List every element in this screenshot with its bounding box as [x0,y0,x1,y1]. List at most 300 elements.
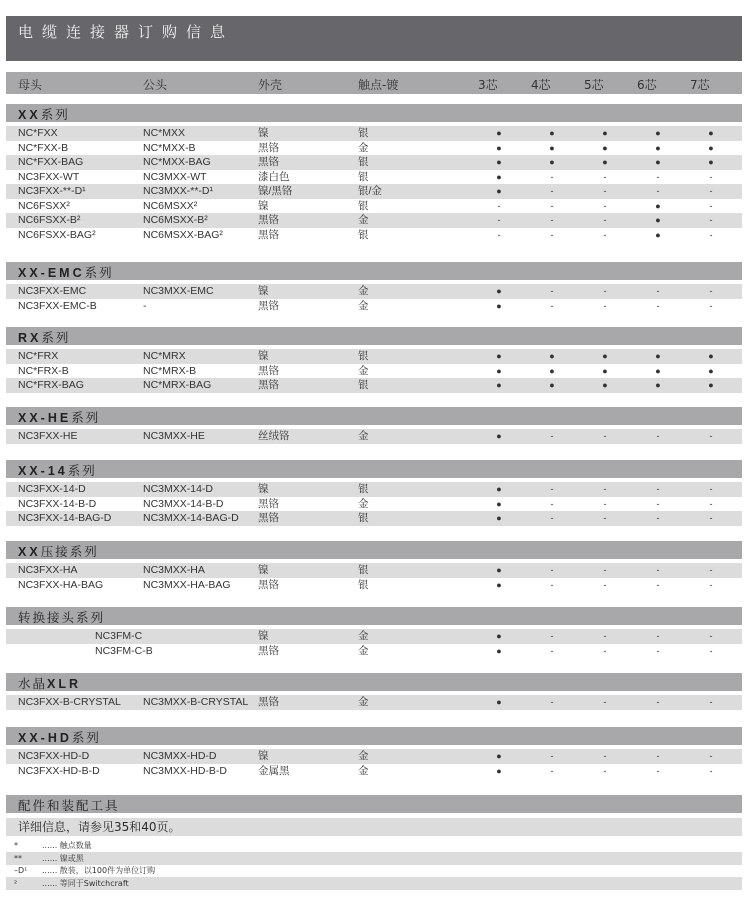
footnote-key: –D¹ [14,866,28,875]
footnote-text: ...... 触点数量 [42,841,92,850]
core-availability-mark: ● [708,128,714,138]
footnote-text: ...... 散装，以100件为单位订购 [42,866,156,875]
female-model: NC*FRX-BAG [18,379,84,391]
core-availability-mark: ● [496,751,502,761]
core-availability-mark: ● [549,142,555,153]
core-availability-mark: - [603,300,607,311]
section-title-code: XLR [47,677,82,691]
core-availability-mark: ● [496,431,502,441]
female-model: NC3FXX-HD-B-D [18,764,100,777]
shell-finish: 黑铬 [258,512,279,524]
header-core-3: 3芯 [478,78,498,92]
contact-plating: 金 [358,696,369,708]
core-availability-mark: - [709,300,713,311]
core-availability-mark: ● [496,142,502,153]
contact-plating: 金 [358,644,369,657]
core-availability-mark: - [709,565,713,575]
section-title-prefix: 水晶 [18,676,48,691]
male-model: NC*MXX-BAG [143,156,211,168]
core-availability-mark: ● [496,765,502,776]
core-availability-mark: ● [708,380,714,390]
male-model: NC3MXX-HA-BAG [143,578,231,591]
male-model: NC3MXX-HE [143,430,205,442]
table-row [6,126,742,141]
shell-finish: 黑铬 [258,364,279,377]
core-availability-mark: ● [602,380,608,390]
footnote-text: ...... 镍或黑 [42,853,84,863]
core-availability-mark: - [603,215,607,225]
core-availability-mark: - [550,765,554,776]
core-availability-mark: - [709,186,713,196]
section-title-suffix: 系列 [41,330,71,345]
section-header [6,607,742,625]
section-title-suffix: 系列 [67,463,97,478]
section-title-suffix: 系列 [40,107,70,122]
table-row [6,299,742,314]
female-model: NC6FSXX-B² [18,214,81,226]
section-title [18,263,114,281]
core-availability-mark: - [550,697,554,707]
table-row [6,155,742,170]
core-availability-mark: - [550,751,554,761]
male-model: NC3MXX-14-D [143,483,214,495]
footnote-key: * [14,841,18,850]
core-availability-mark: - [709,484,713,494]
core-availability-mark: - [709,229,713,240]
core-availability-mark: - [497,215,501,225]
core-availability-mark: - [603,751,607,761]
contact-plating: 金 [358,141,369,154]
core-availability-mark: ● [549,157,555,167]
contact-plating: 金 [358,750,369,762]
female-model: NC3FXX-EMC-B [18,299,97,312]
core-availability-mark: - [656,697,660,707]
male-model: NC3MXX-**-D¹ [143,185,214,197]
core-availability-mark: ● [655,200,661,211]
section-title [18,461,97,479]
male-model: NC6MSXX² [143,199,198,212]
core-availability-mark: - [656,631,660,641]
section-title [18,796,120,814]
core-availability-mark: ● [496,565,502,575]
shell-finish: 丝绒铬 [258,430,290,442]
core-availability-mark: - [550,431,554,441]
core-availability-mark: - [550,513,554,523]
section-header [6,327,742,345]
core-availability-mark: ● [708,142,714,153]
core-availability-mark: - [603,697,607,707]
shell-finish: 黑铬 [258,379,279,391]
shell-finish: 黑铬 [258,696,279,708]
header-core-5: 5芯 [584,78,604,92]
section-header [6,407,742,425]
section-title-code: XX-HD [18,731,72,745]
contact-plating: 金 [358,299,369,312]
shell-finish: 黑铬 [258,141,279,154]
contact-plating: 金 [358,430,369,442]
core-availability-mark: - [656,484,660,494]
footnote-row [6,877,742,890]
core-availability-mark: ● [655,142,661,153]
core-availability-mark: ● [496,186,502,196]
table-row [6,199,742,214]
core-availability-mark: ● [496,697,502,707]
core-availability-mark: - [603,484,607,494]
section-title [18,408,100,426]
core-availability-mark: ● [655,380,661,390]
shell-finish: 镍/黑铬 [258,185,293,197]
section-title [18,728,101,746]
shell-finish: 镍 [258,630,269,642]
adapter-model: NC3FM-C-B [95,644,153,657]
shell-finish: 黑铬 [258,644,279,657]
core-availability-mark: - [656,186,660,196]
contact-plating: 银 [358,564,369,576]
core-availability-mark: - [603,286,607,296]
female-model: NC3FXX-HE [18,430,78,442]
core-availability-mark: - [656,513,660,523]
core-availability-mark: ● [655,365,661,376]
shell-finish: 黑铬 [258,497,279,510]
reference-note-text: 详细信息，请参见35和40页。 [18,820,181,834]
core-availability-mark: - [709,286,713,296]
core-availability-mark: - [603,579,607,590]
table-row [6,497,742,512]
female-model: NC3FXX-EMC [18,285,87,297]
male-model: NC3MXX-HA [143,564,205,576]
core-availability-mark: - [550,200,554,211]
contact-plating: 银 [358,170,369,183]
shell-finish: 镍 [258,750,269,762]
contact-plating: 金 [358,214,369,226]
female-model: NC3FXX-WT [18,170,80,183]
core-availability-mark: ● [496,513,502,523]
core-availability-mark: - [656,751,660,761]
core-availability-mark: - [603,200,607,211]
table-row [6,511,742,526]
header-male: 公头 [143,78,168,92]
shell-finish: 镍 [258,350,269,362]
male-model: NC3MXX-B-CRYSTAL [143,696,249,708]
section-title-code: XX-HE [18,411,72,425]
core-availability-mark: ● [708,157,714,167]
female-model: NC*FRX-B [18,364,69,377]
shell-finish: 镍 [258,564,269,576]
female-model: NC*FXX [18,127,58,139]
core-availability-mark: ● [708,365,714,376]
header-contact: 触点-镀 [358,78,399,92]
shell-finish: 黑铬 [258,578,279,591]
core-availability-mark: - [656,431,660,441]
male-model: NC3MXX-14-BAG-D [143,512,239,524]
table-row [6,184,742,199]
title-bar [6,16,742,61]
section-header [6,460,742,478]
core-availability-mark: ● [549,365,555,376]
contact-plating: 银 [358,350,369,362]
male-model: NC*MRX-B [143,364,197,377]
footnote-key: ** [14,853,22,863]
adapter-model: NC3FM-C [95,630,143,642]
core-availability-mark: - [709,513,713,523]
table-row [6,563,742,578]
section-header [6,795,742,813]
male-model: NC*MRX-BAG [143,379,212,391]
core-availability-mark: ● [496,380,502,390]
section-title-suffix: 系列 [71,730,101,745]
core-availability-mark: - [709,215,713,225]
core-availability-mark: - [656,300,660,311]
footnote-row [6,864,742,877]
section-title [18,542,99,560]
core-availability-mark: - [656,765,660,776]
female-model: NC6FSXX-BAG² [18,228,96,241]
core-availability-mark: ● [496,128,502,138]
footnote-row [6,839,742,852]
female-model: NC6FSXX² [18,199,70,212]
core-availability-mark: ● [655,229,661,240]
section-header [6,104,742,122]
footnote-key: ² [14,878,18,888]
core-availability-mark: - [709,200,713,211]
table-row [6,429,742,444]
contact-plating: 银 [358,512,369,524]
core-availability-mark: ● [496,351,502,361]
female-model: NC3FXX-14-D [18,483,86,495]
contact-plating: 银 [358,156,369,168]
section-title-prefix: 转换接头系列 [18,610,106,625]
contact-plating: 金 [358,764,369,777]
contact-plating: 金 [358,364,369,377]
core-availability-mark: - [603,498,607,509]
section-title-suffix: 系列 [71,410,101,425]
contact-plating: 银/金 [358,185,382,197]
core-availability-mark: ● [602,365,608,376]
female-model: NC3FXX-**-D¹ [18,185,86,197]
header-core-7: 7芯 [690,78,710,92]
core-availability-mark: ● [655,215,661,225]
core-availability-mark: - [603,565,607,575]
core-availability-mark: - [550,565,554,575]
core-availability-mark: ● [496,484,502,494]
section-header [6,673,742,691]
core-availability-mark: ● [496,579,502,590]
table-row [6,141,742,156]
male-model: NC6MSXX-BAG² [143,228,223,241]
core-availability-mark: ● [496,365,502,376]
section-title [18,608,105,626]
table-row [6,629,742,644]
page-title: 电缆连接器订购信息 [18,23,235,41]
core-availability-mark: ● [655,351,661,361]
female-model: NC3FXX-HA-BAG [18,578,104,591]
core-availability-mark: - [550,215,554,225]
table-row [6,213,742,228]
core-availability-mark: ● [496,171,502,182]
table-row [6,284,742,299]
male-model: NC3MXX-EMC [143,285,214,297]
male-model: NC3MXX-WT [143,170,207,183]
core-availability-mark: - [603,431,607,441]
male-model: - [143,299,147,312]
core-availability-mark: - [656,645,660,656]
section-title-code: XX-14 [18,464,68,478]
header-core-4: 4芯 [531,78,551,92]
male-model: NC*MRX [143,350,186,362]
section-title [18,328,70,346]
core-availability-mark: - [603,645,607,656]
male-model: NC*MXX-B [143,141,196,154]
female-model: NC3FXX-14-BAG-D [18,512,112,524]
core-availability-mark: ● [655,128,661,138]
table-row [6,228,742,243]
core-availability-mark: - [603,631,607,641]
core-availability-mark: - [709,431,713,441]
table-row [6,764,742,779]
section-title-code: XX-EMC [18,266,85,280]
male-model: NC3MXX-HD-D [143,750,217,762]
core-availability-mark: ● [496,498,502,509]
core-availability-mark: - [550,498,554,509]
core-availability-mark: - [550,300,554,311]
table-row [6,349,742,364]
shell-finish: 金属黑 [258,764,290,777]
core-availability-mark: - [603,765,607,776]
section-title-code: XX [18,545,41,559]
core-availability-mark: - [550,484,554,494]
core-availability-mark: ● [708,351,714,361]
header-female: 母头 [18,78,43,92]
core-availability-mark: - [656,498,660,509]
section-title [18,105,70,123]
core-availability-mark: - [550,229,554,240]
contact-plating: 银 [358,228,369,241]
core-availability-mark: - [709,645,713,656]
core-availability-mark: - [603,229,607,240]
core-availability-mark: - [550,631,554,641]
shell-finish: 黑铬 [258,214,279,226]
shell-finish: 黑铬 [258,299,279,312]
section-title [18,674,81,692]
core-availability-mark: - [656,579,660,590]
core-availability-mark: - [550,579,554,590]
section-title-suffix: 系列 [84,265,114,280]
core-availability-mark: ● [602,142,608,153]
core-availability-mark: - [709,697,713,707]
core-availability-mark: ● [496,300,502,311]
table-row [6,482,742,497]
shell-finish: 镍 [258,285,269,297]
shell-finish: 镍 [258,199,269,212]
table-row [6,578,742,593]
core-availability-mark: ● [549,351,555,361]
core-availability-mark: ● [496,286,502,296]
section-header [6,262,742,280]
core-availability-mark: - [603,513,607,523]
core-availability-mark: ● [496,157,502,167]
core-availability-mark: - [709,765,713,776]
shell-finish: 漆白色 [258,170,290,183]
core-availability-mark: - [656,286,660,296]
table-row [6,378,742,393]
core-availability-mark: ● [496,631,502,641]
core-availability-mark: ● [602,351,608,361]
table-header [6,72,742,94]
core-availability-mark: ● [602,157,608,167]
section-title-code: XX [18,108,41,122]
core-availability-mark: - [709,171,713,182]
core-availability-mark: ● [496,645,502,656]
section-header [6,727,742,745]
section-title-code: RX [18,331,42,345]
female-model: NC3FXX-14-B-D [18,497,97,510]
shell-finish: 黑铬 [258,156,279,168]
female-model: NC3FXX-HA [18,564,78,576]
core-availability-mark: - [497,200,501,211]
contact-plating: 银 [358,127,369,139]
contact-plating: 金 [358,497,369,510]
contact-plating: 银 [358,379,369,391]
core-availability-mark: - [603,171,607,182]
section-header [6,541,742,559]
core-availability-mark: ● [549,128,555,138]
table-row [6,749,742,764]
core-availability-mark: - [709,498,713,509]
footnote-text: ...... 等同于Switchcraft [42,878,129,888]
male-model: NC3MXX-14-B-D [143,497,224,510]
core-availability-mark: ● [549,380,555,390]
contact-plating: 银 [358,578,369,591]
section-title-suffix: 压接系列 [40,544,99,559]
female-model: NC3FXX-B-CRYSTAL [18,696,121,708]
core-availability-mark: - [709,631,713,641]
contact-plating: 金 [358,285,369,297]
shell-finish: 镍 [258,483,269,495]
reference-note [6,818,742,836]
core-availability-mark: - [603,186,607,196]
table-row [6,644,742,659]
core-availability-mark: - [656,565,660,575]
female-model: NC*FXX-B [18,141,69,154]
male-model: NC6MSXX-B² [143,214,208,226]
table-row [6,695,742,710]
male-model: NC3MXX-HD-B-D [143,764,227,777]
male-model: NC*MXX [143,127,186,139]
core-availability-mark: - [709,579,713,590]
header-shell: 外壳 [258,78,283,92]
core-availability-mark: - [550,171,554,182]
contact-plating: 银 [358,483,369,495]
core-availability-mark: - [709,751,713,761]
core-availability-mark: - [550,286,554,296]
contact-plating: 银 [358,199,369,212]
core-availability-mark: - [550,186,554,196]
header-core-6: 6芯 [637,78,657,92]
table-row [6,170,742,185]
female-model: NC*FXX-BAG [18,156,84,168]
footnote-row [6,852,742,865]
female-model: NC*FRX [18,350,59,362]
core-availability-mark: - [656,171,660,182]
section-title-prefix: 配件和装配工具 [18,798,120,813]
female-model: NC3FXX-HD-D [18,750,90,762]
shell-finish: 黑铬 [258,228,279,241]
core-availability-mark: - [497,229,501,240]
core-availability-mark: ● [655,157,661,167]
contact-plating: 金 [358,630,369,642]
shell-finish: 镍 [258,127,269,139]
core-availability-mark: - [550,645,554,656]
